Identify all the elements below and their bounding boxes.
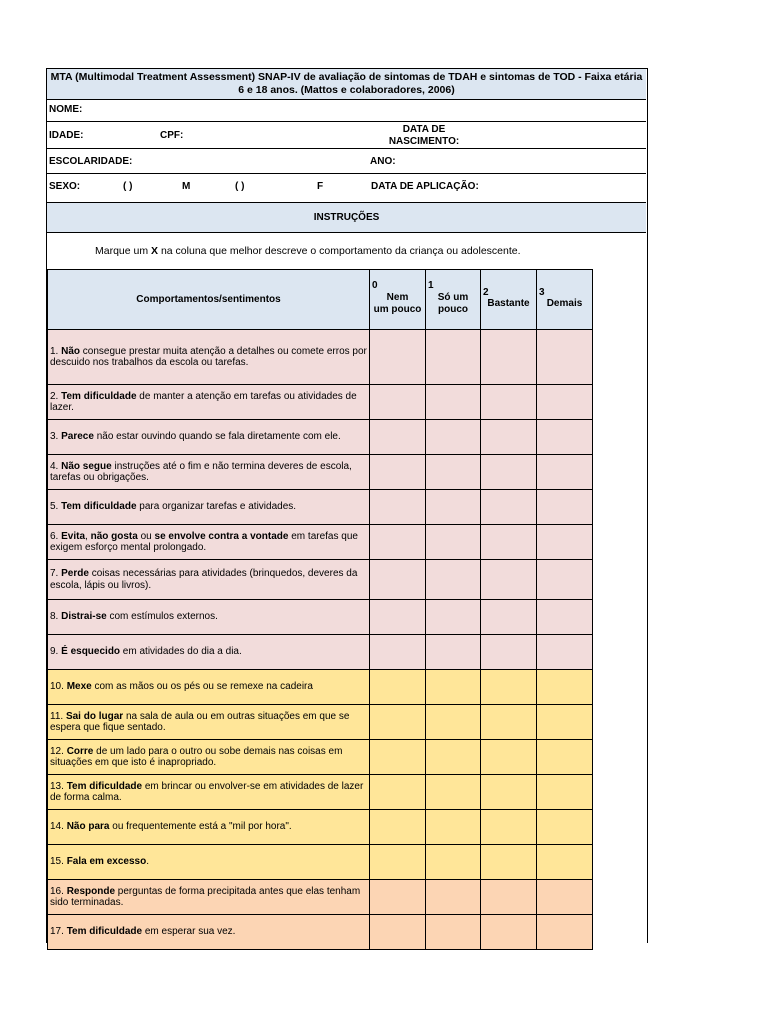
question-cell [48,525,370,560]
header-behaviors: Comportamentos/sentimentos [48,270,370,330]
question-cell [48,775,370,810]
instructions-text [95,245,521,257]
table-row [48,810,593,845]
instrucoes-header: INSTRUÇÕES [47,203,646,233]
form-title [47,69,646,100]
question-text: em esperar sua vez. [142,926,236,938]
question-text: 7. [50,568,62,579]
question-text: 11. [50,710,66,722]
sexo-f-label: F [317,181,324,192]
answer-cell-col-0[interactable] [370,600,426,635]
question-cell [48,810,370,845]
header-col-2 [481,270,537,330]
answer-cell-col-0[interactable] [370,635,426,670]
question-text: coisas necessárias para atividades (brinquedos, deveres da escola, lápis ou livros). [50,568,358,591]
question-cell [48,600,370,635]
data-nascimento-line1: DATA DE [402,124,446,135]
answer-cell-col-1[interactable] [426,330,481,385]
col-0-label [370,292,425,316]
answer-cell-col-3[interactable] [537,740,593,775]
symptom-table [47,269,593,950]
question-keyword: Distrai-se [61,611,107,623]
answer-cell-col-1[interactable] [426,810,481,845]
col-0-l2: um pouco [373,304,422,315]
answer-cell-col-2[interactable] [481,775,537,810]
answer-cell-col-0[interactable] [370,775,426,810]
data-aplicacao-label: DATA DE APLICAÇÃO: [371,181,479,192]
divider [47,121,646,122]
answer-cell-col-2[interactable] [481,810,537,845]
answer-cell-col-3[interactable] [537,810,593,845]
answer-cell-col-0[interactable] [370,740,426,775]
answer-cell-col-0[interactable] [370,880,426,915]
question-cell [48,880,370,915]
question-text: 3. [50,431,62,443]
answer-cell-col-0[interactable] [370,670,426,705]
question-keyword: Responde [66,885,116,897]
question-keyword: Parece [61,431,94,443]
question-text: de um lado para o outro ou sobe demais nas coisas em situações em que isto é inapropriado. [50,745,343,768]
sexo-f-checkbox[interactable]: ( ) [235,181,245,192]
answer-cell-col-1[interactable] [426,600,481,635]
question-keyword: Tem dificuldade [61,501,137,513]
question-text: 2. [50,390,62,402]
question-text: . [146,856,149,868]
answer-cell-col-3[interactable] [537,915,593,950]
answer-cell-col-0[interactable] [370,385,426,420]
answer-cell-col-3[interactable] [537,385,593,420]
answer-cell-col-2[interactable] [481,740,537,775]
table-row [48,845,593,880]
answer-cell-col-1[interactable] [426,915,481,950]
answer-cell-col-1[interactable] [426,670,481,705]
question-text: 16. [50,885,67,897]
table-row [48,775,593,810]
answer-cell-col-1[interactable] [426,525,481,560]
answer-cell-col-3[interactable] [537,420,593,455]
answer-cell-col-1[interactable] [426,420,481,455]
answer-cell-col-2[interactable] [481,705,537,740]
question-text: 10. [50,681,67,693]
answer-cell-col-2[interactable] [481,525,537,560]
answer-cell-col-3[interactable] [537,670,593,705]
answer-cell-col-3[interactable] [537,455,593,490]
answer-cell-col-1[interactable] [426,455,481,490]
col-3-num: 3 [539,287,545,298]
ano-label: ANO: [370,156,396,167]
question-text: 13. [50,780,67,792]
answer-cell-col-2[interactable] [481,635,537,670]
answer-cell-col-3[interactable] [537,525,593,560]
question-keyword: Sai do lugar [65,710,124,722]
question-cell [48,385,370,420]
table-row [48,880,593,915]
question-cell [48,330,370,385]
question-keyword: Não para [66,821,110,833]
question-keyword: Tem dificuldade [61,390,137,402]
answer-cell-col-2[interactable] [481,330,537,385]
question-text: consegue prestar muita atenção a detalhes ou comete erros por descuido nos trabalhos da escola ou tarefas. [50,345,367,368]
table-row [48,740,593,775]
question-keyword: Corre [66,745,94,757]
question-cell [48,670,370,705]
answer-cell-col-0[interactable] [370,560,426,600]
question-keyword: Mexe [66,681,92,693]
question-text: não estar ouvindo quando se fala diretamente com ele. [93,431,341,443]
question-cell [48,490,370,525]
answer-cell-col-2[interactable] [481,600,537,635]
data-nascimento-line2: NASCIMENTO: [388,136,460,147]
col-1-l2: pouco [438,304,468,315]
answer-cell-col-1[interactable] [426,705,481,740]
question-text: 8. [50,611,62,623]
answer-cell-col-0[interactable] [370,525,426,560]
answer-cell-col-2[interactable] [481,880,537,915]
table-row [48,670,593,705]
answer-cell-col-0[interactable] [370,705,426,740]
question-cell [48,420,370,455]
answer-cell-col-2[interactable] [481,845,537,880]
table-row [48,705,593,740]
answer-cell-col-0[interactable] [370,420,426,455]
answer-cell-col-0[interactable] [370,455,426,490]
col-3-label: Demais [546,298,583,309]
question-cell [48,455,370,490]
answer-cell-col-1[interactable] [426,490,481,525]
question-keyword: Não segue [61,460,112,472]
answer-cell-col-2[interactable] [481,560,537,600]
question-text: 4. [50,460,62,472]
question-text: em brincar ou envolver-se em atividades de lazer de forma calma. [50,780,364,803]
question-text: com estímulos externos. [106,611,218,623]
answer-cell-col-3[interactable] [537,560,593,600]
divider [47,148,646,149]
question-text: 14. [50,821,67,833]
sexo-m-checkbox[interactable]: ( ) [123,181,133,192]
answer-cell-col-0[interactable] [370,845,426,880]
table-row [48,560,593,600]
question-keyword: Tem dificuldade [66,926,143,938]
nome-label: NOME: [49,104,83,115]
answer-cell-col-1[interactable] [426,845,481,880]
form-title-line2: 6 e 18 anos. (Mattos e colaboradores, 2006) [238,83,455,96]
cpf-label: CPF: [160,130,184,141]
answer-cell-col-2[interactable] [481,490,537,525]
table-row [48,600,593,635]
answer-cell-col-2[interactable] [481,455,537,490]
question-keyword: não gosta [90,530,138,542]
question-cell [48,845,370,880]
question-keyword: Fala em excesso [66,856,147,868]
answer-cell-col-3[interactable] [537,600,593,635]
question-keyword: Evita [61,530,86,542]
instr-post: na coluna que melhor descreve o comportamento da criança ou adolescente. [158,245,521,257]
question-text: de manter a atenção em tarefas ou atividades de lazer. [50,390,357,413]
answer-cell-col-2[interactable] [481,915,537,950]
answer-cell-col-0[interactable] [370,810,426,845]
question-text: com as mãos ou os pés ou se remexe na cadeira [91,681,313,693]
question-text: 12. [50,745,67,757]
answer-cell-col-0[interactable] [370,915,426,950]
question-keyword: Perde [61,568,89,579]
answer-cell-col-3[interactable] [537,490,593,525]
header-col-1 [426,270,481,330]
divider [47,173,646,174]
sexo-label: SEXO: [49,181,81,192]
question-keyword: se envolve contra a vontade [154,530,289,542]
answer-cell-col-3[interactable] [537,330,593,385]
sexo-m-label: M [182,181,191,192]
question-text: 1. [50,345,62,357]
question-keyword: Não [61,345,81,357]
answer-cell-col-1[interactable] [426,740,481,775]
col-0-num: 0 [372,280,378,291]
table-header-row [48,270,593,330]
answer-cell-col-1[interactable] [426,385,481,420]
table-row [48,385,593,420]
question-text: 15. [50,856,67,868]
answer-cell-col-0[interactable] [370,330,426,385]
idade-label: IDADE: [49,130,84,141]
question-cell [48,705,370,740]
question-cell [48,740,370,775]
instr-x: X [151,245,159,257]
col-2-label: Bastante [487,298,530,309]
header-col-3 [537,270,593,330]
answer-cell-col-3[interactable] [537,635,593,670]
answer-cell-col-1[interactable] [426,775,481,810]
data-nascimento-label [383,124,465,148]
instr-pre: Marque um [95,245,152,257]
table-row [48,330,593,385]
question-text: na sala de aula ou em outras situações em que se espera que fique sentado. [50,710,350,733]
answer-cell-col-1[interactable] [426,635,481,670]
answer-cell-col-2[interactable] [481,670,537,705]
col-0-l1: Nem [386,292,409,303]
answer-cell-col-1[interactable] [426,880,481,915]
answer-cell-col-3[interactable] [537,845,593,880]
question-text: ou [137,530,155,542]
answer-cell-col-3[interactable] [537,705,593,740]
question-cell [48,560,370,600]
col-1-l1: Só um [437,292,469,303]
form-title-line1: MTA (Multimodal Treatment Assessment) SNAP-IV de avaliação de sintomas de TDAH e sintomas de TOD - Faixa etária [50,71,643,83]
question-cell [48,635,370,670]
question-keyword: É esquecido [61,646,121,658]
answer-cell-col-2[interactable] [481,385,537,420]
header-col-0 [370,270,426,330]
question-text: em atividades do dia a dia. [120,646,242,658]
col-1-num: 1 [428,280,434,291]
snap-iv-form [46,68,648,943]
question-text: 6. [50,530,62,542]
question-text: ou frequentemente está a "mil por hora". [109,821,292,833]
question-text: instruções até o fim e não termina deveres de escola, tarefas ou obrigações. [50,460,352,483]
question-text: perguntas de forma precipitada antes que elas tenham sido terminadas. [50,885,361,908]
question-text: para organizar tarefas e atividades. [136,501,297,513]
answer-cell-col-3[interactable] [537,880,593,915]
question-text: 9. [50,646,62,658]
question-text: em tarefas que exigem esforço mental prolongado. [50,530,358,553]
col-2-num: 2 [483,287,489,298]
question-text: 5. [50,501,62,513]
answer-cell-col-3[interactable] [537,775,593,810]
table-row [48,525,593,560]
question-cell [48,915,370,950]
table-row [48,420,593,455]
answer-cell-col-2[interactable] [481,420,537,455]
table-row [48,635,593,670]
table-row [48,490,593,525]
question-keyword: Tem dificuldade [66,780,143,792]
table-row [48,915,593,950]
col-1-label [426,292,480,316]
answer-cell-col-0[interactable] [370,490,426,525]
table-row [48,455,593,490]
answer-cell-col-1[interactable] [426,560,481,600]
question-text: , [85,530,91,542]
escolaridade-label: ESCOLARIDADE: [49,156,133,167]
question-text: 17. [50,926,67,938]
